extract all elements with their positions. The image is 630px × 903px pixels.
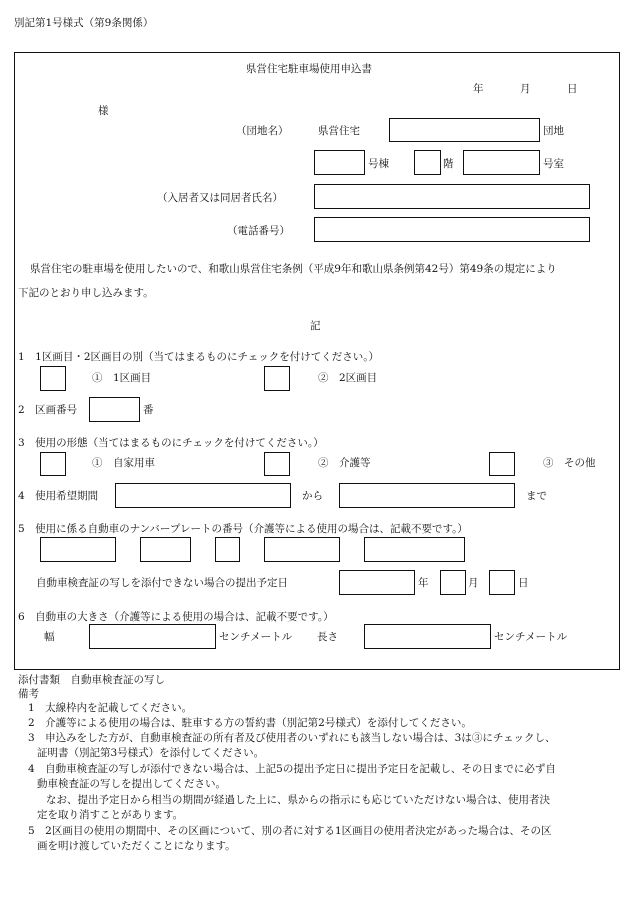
cert-day-input[interactable] (489, 570, 515, 595)
private-car-checkbox[interactable] (40, 452, 66, 476)
car-length-label: 長さ (317, 631, 338, 643)
other-use-label: ③ その他 (543, 457, 596, 469)
section1-label: ① 1区画目 (92, 372, 152, 384)
go-shitsu-label: 号室 (543, 158, 564, 170)
item6-label: 6 自動車の大きさ（介護等による使用の場合は、記載不要です。） (18, 611, 334, 623)
statement-line-2: 下記のとおり申し込みます。 (18, 287, 154, 299)
section-number-input[interactable] (89, 397, 140, 422)
remarks-title: 備考 (18, 688, 39, 700)
period-to-label: まで (526, 490, 547, 502)
room-number-input[interactable] (463, 150, 540, 175)
nursing-care-label: ② 介護等 (318, 457, 371, 469)
item2-label: 2 区画番号 (18, 404, 78, 416)
remark-1: 1 太線枠内を記載してください。 (28, 702, 193, 714)
attachments-label: 添付書類 自動車検査証の写し (18, 674, 165, 686)
plate-part4-input[interactable] (264, 537, 340, 562)
resident-name-label: （入居者又は同居者氏名） (157, 192, 283, 204)
section1-checkbox[interactable] (40, 366, 66, 391)
floor-input[interactable] (414, 150, 441, 175)
plate-part5-input[interactable] (364, 537, 465, 562)
car-length-input[interactable] (364, 624, 491, 649)
date-year-label: 年 (473, 83, 484, 95)
kenei-jutaku-label: 県営住宅 (318, 125, 360, 137)
car-length-unit: センチメートル (494, 631, 568, 643)
remark-4: 4 自動車検査証の写しが添付できない場合は、上記5の提出予定日に提出予定日を記載し、その日までに必ず自 (28, 763, 556, 775)
date-month-label: 月 (520, 83, 531, 95)
remark-4-continued: 動車検査証の写しを提出してください。 (37, 778, 226, 790)
remark-2: 2 介護等による使用の場合は、駐車する方の誓約書（別記第2号様式）を添付してください。 (28, 717, 472, 729)
remark-3: 3 申込みをした方が、自動車検査証の所有者及び使用者のいずれにも該当しない場合は、3は③にチェックし、 (28, 732, 556, 744)
section2-label: ② 2区画目 (318, 372, 378, 384)
plate-part2-input[interactable] (140, 537, 191, 562)
statement-line-1: 県営住宅の駐車場を使用したいので、和歌山県営住宅条例（平成9年和歌山県条例第42号）第49条の規定により (30, 263, 557, 275)
danchi-label: 団地 (543, 125, 564, 137)
car-width-unit: センチメートル (219, 631, 293, 643)
cert-month-input[interactable] (440, 570, 466, 595)
plate-part3-input[interactable] (215, 537, 240, 562)
form-number-label: 別記第1号様式（第9条関係） (14, 17, 154, 29)
item5-label: 5 使用に係る自動車のナンバープレートの番号（介護等による使用の場合は、記載不要です。） (18, 523, 468, 535)
period-from-label: から (302, 490, 323, 502)
private-car-label: ① 自家用車 (92, 457, 155, 469)
item1-label: 1 1区画目・2区画目の別（当てはまるものにチェックを付けてください。） (18, 351, 379, 363)
form-title: 県営住宅駐車場使用申込書 (246, 63, 372, 75)
ki-label: 記 (310, 320, 321, 332)
car-width-input[interactable] (89, 624, 216, 649)
period-end-input[interactable] (339, 483, 515, 508)
addressee-suffix: 様 (98, 105, 109, 117)
danchi-name-input[interactable] (389, 118, 540, 142)
remark-5-continued: 画を明け渡していただくことになります。 (37, 840, 236, 852)
nursing-care-checkbox[interactable] (264, 452, 290, 476)
cert-submit-date-label: 自動車検査証の写しを添付できない場合の提出予定日 (36, 577, 288, 589)
car-width-label: 幅 (44, 631, 55, 643)
cert-year-input[interactable] (339, 570, 415, 595)
remark-3-continued: 証明書（別記第3号様式）を添付してください。 (37, 747, 265, 759)
go-to-label: 号棟 (368, 158, 389, 170)
section-number-suffix: 番 (143, 404, 154, 416)
resident-name-input[interactable] (314, 184, 590, 209)
section2-checkbox[interactable] (264, 366, 290, 391)
phone-label: （電話番号） (227, 225, 290, 237)
cert-day-label: 日 (518, 577, 529, 589)
other-use-checkbox[interactable] (489, 452, 515, 476)
danchi-name-label: （団地名） (236, 125, 289, 137)
item4-label: 4 使用希望期間 (18, 490, 99, 502)
period-start-input[interactable] (115, 483, 291, 508)
remark-4-note-continued: 定を取り消すことがあります。 (37, 809, 184, 821)
date-day-label: 日 (567, 83, 578, 95)
plate-part1-input[interactable] (40, 537, 116, 562)
remark-4-note: なお、提出予定日から相当の期間が経過した上に、県からの指示にも応じていただけない場合は、使用者決 (46, 794, 550, 806)
kai-label: 階 (443, 158, 454, 170)
item3-label: 3 使用の形態（当てはまるものにチェックを付けてください。） (18, 437, 324, 449)
phone-input[interactable] (314, 217, 590, 242)
cert-month-label: 月 (468, 577, 479, 589)
cert-year-label: 年 (418, 577, 429, 589)
remark-5: 5 2区画目の使用の期間中、その区画について、別の者に対する1区画目の使用者決定があった場合は、その区 (28, 825, 552, 837)
building-number-input[interactable] (314, 150, 365, 175)
